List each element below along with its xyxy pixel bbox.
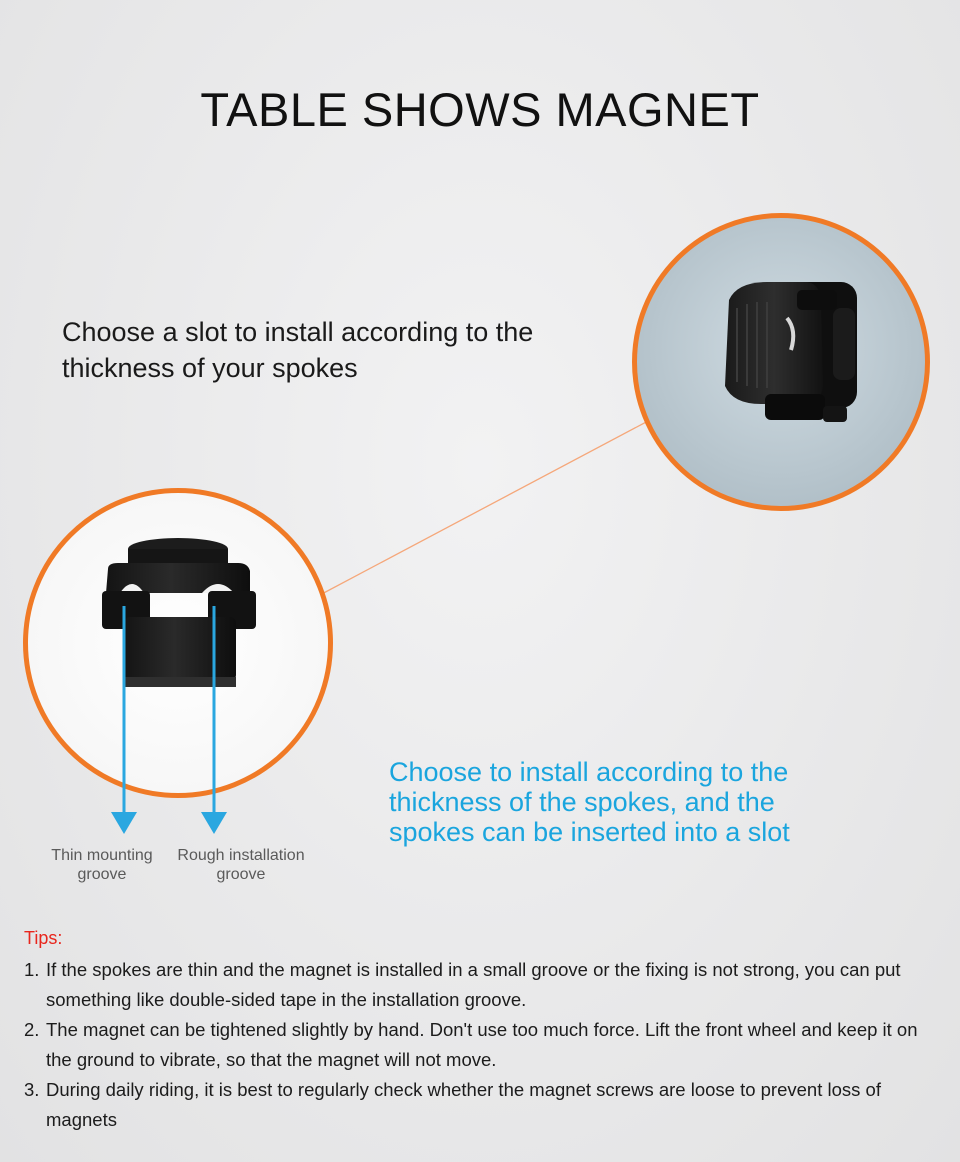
tip-number: 1. (24, 959, 40, 980)
page-title: TABLE SHOWS MAGNET (200, 83, 760, 136)
rough-groove-label: Rough installation groove (177, 847, 305, 883)
tips-heading: Tips: (24, 928, 63, 948)
tip-text: During daily riding, it is best to regularly check whether the magnet screws are loose to prevent loss of magnets (46, 1079, 881, 1130)
tip-text: If the spokes are thin and the magnet is installed in a small groove or the fixing is not strong, you can put something like double-sided tape in the installation groove. (46, 959, 901, 1010)
thin-groove-label: Thin mounting groove (51, 847, 153, 883)
callout-text: Choose to install according to the thickness of the spokes, and the spokes can be inserted into a slot (389, 757, 790, 847)
arrow-thin-groove (111, 606, 137, 834)
list-item (24, 1015, 944, 1075)
tips-list (24, 955, 944, 1135)
tip-text: The magnet can be tightened slightly by hand. Don't use too much force. Lift the front wheel and keep it on the ground to vibrate, so that the magnet will not move. (46, 1019, 918, 1070)
tip-number: 3. (24, 1079, 40, 1100)
tip-number: 2. (24, 1019, 40, 1040)
list-item (24, 1075, 944, 1135)
arrow-rough-groove (201, 606, 227, 834)
intro-text: Choose a slot to install according to the thickness of your spokes (62, 317, 534, 383)
list-item (24, 955, 944, 1015)
